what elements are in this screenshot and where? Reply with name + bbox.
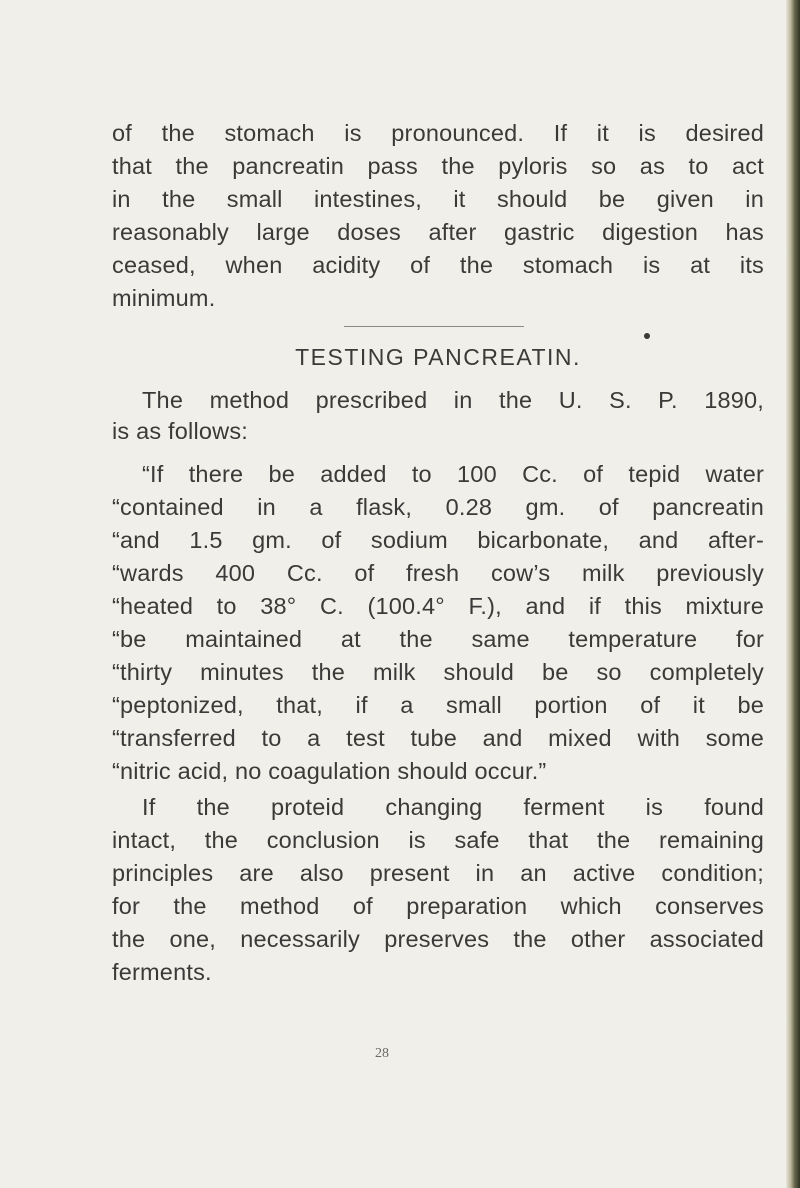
quote-line-8: “peptonized, that, if a small portion of it be	[112, 692, 764, 718]
paragraph-1-line-2: that the pancreatin pass the pyloris so as to act	[112, 153, 764, 179]
quote-line-1: “If there be added to 100 Cc. of tepid water	[142, 461, 764, 487]
ink-dot	[644, 333, 650, 339]
quote-line-9: “transferred to a test tube and mixed with some	[112, 725, 764, 751]
quote-line-6: “be maintained at the same temperature for	[112, 626, 764, 652]
book-binding-edge	[786, 0, 800, 1188]
quote-line-3: “and 1.5 gm. of sodium bicarbonate, and after-	[112, 527, 764, 553]
section-divider	[344, 326, 524, 327]
paragraph-2-line-1: The method prescribed in the U. S. P. 1890,	[142, 387, 764, 413]
paragraph-1-line-4: reasonably large doses after gastric digestion has	[112, 219, 764, 245]
paragraph-3-line-2: intact, the conclusion is safe that the remaining	[112, 827, 764, 853]
quote-line-2: “contained in a flask, 0.28 gm. of pancreatin	[112, 494, 764, 520]
paragraph-3-line-6: ferments.	[112, 959, 212, 985]
paragraph-3-line-1: If the proteid changing ferment is found	[142, 794, 764, 820]
paragraph-2-line-2: is as follows:	[112, 418, 249, 444]
paragraph-3-line-4: for the method of preparation which conserves	[112, 893, 764, 919]
quote-line-10: “nitric acid, no coagulation should occur.”	[112, 758, 547, 784]
quote-line-5: “heated to 38° C. (100.4° F.), and if this mixture	[112, 593, 764, 619]
quote-line-4: “wards 400 Cc. of fresh cow’s milk previously	[112, 560, 764, 586]
paragraph-1-line-1: of the stomach is pronounced. If it is desired	[112, 120, 764, 146]
quote-line-7: “thirty minutes the milk should be so completely	[112, 659, 764, 685]
page-number: 28	[375, 1046, 389, 1061]
section-heading: TESTING PANCREATIN.	[295, 344, 581, 370]
paragraph-1-line-3: in the small intestines, it should be given in	[112, 186, 764, 212]
paragraph-1-line-5: ceased, when acidity of the stomach is at its	[112, 252, 764, 278]
paragraph-3-line-3: principles are also present in an active condition;	[112, 860, 764, 886]
paragraph-1-line-6: minimum.	[112, 285, 216, 311]
paragraph-3-line-5: the one, necessarily preserves the other associated	[112, 926, 764, 952]
